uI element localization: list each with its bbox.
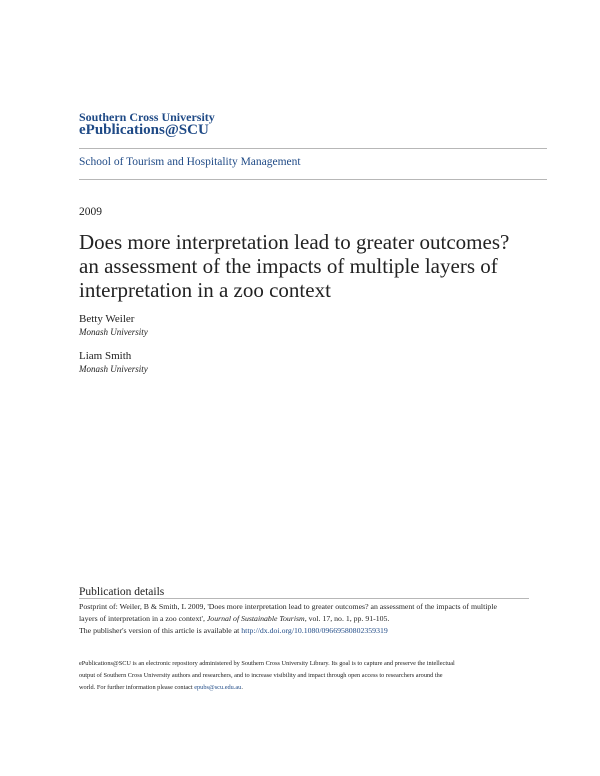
citation-line-2-suffix: , vol. 17, no. 1, pp. 91-105. xyxy=(304,614,390,623)
author-name-1[interactable]: Betty Weiler xyxy=(79,313,135,325)
university-name: Southern Cross University xyxy=(79,110,215,124)
school-link[interactable]: School of Tourism and Hospitality Management xyxy=(79,156,301,168)
citation-line-2 xyxy=(79,614,389,623)
footer-line-2: output of Southern Cross University authors and researchers, and to increase visibility and impact through open access to researchers around the xyxy=(79,672,443,679)
citation-line-1: Postprint of: Weiler, B & Smith, L 2009, 'Does more interpretation lead to greater outcomes? an assessment of the impacts of multiple xyxy=(79,602,497,611)
repository-title[interactable]: ePublications@SCU xyxy=(79,122,209,138)
publisher-version-prefix: The publisher's version of this article is available at xyxy=(79,626,242,635)
contact-email-link[interactable]: epubs@scu.edu.au xyxy=(194,684,242,691)
article-title-line-3: interpretation in a zoo context xyxy=(79,278,331,302)
school-divider xyxy=(79,179,547,180)
publication-details-heading: Publication details xyxy=(79,586,165,598)
author-name-2[interactable]: Liam Smith xyxy=(79,350,132,362)
footer-line-3 xyxy=(79,684,243,691)
journal-name: Journal of Sustainable Tourism xyxy=(206,614,305,623)
author-affiliation-1: Monash University xyxy=(79,327,148,337)
doi-link[interactable]: http://dx.doi.org/10.1080/09669580802359319 xyxy=(241,626,388,635)
footer-line-1: ePublications@SCU is an electronic repository administered by Southern Cross University Library. Its goal is to capture and preserve the intellectual xyxy=(79,660,455,667)
publisher-version-line xyxy=(79,626,388,635)
header-divider xyxy=(79,148,547,149)
footer-line-3-suffix: . xyxy=(241,684,243,691)
article-title-line-2: an assessment of the impacts of multiple layers of xyxy=(79,254,498,278)
publication-year: 2009 xyxy=(79,206,102,218)
author-affiliation-2: Monash University xyxy=(79,364,148,374)
footer-line-3-prefix: world. For further information please contact xyxy=(79,684,195,691)
article-title-line-1: Does more interpretation lead to greater outcomes? xyxy=(79,230,510,254)
publication-details-divider xyxy=(79,598,529,599)
citation-line-2-prefix: layers of interpretation in a zoo context', xyxy=(79,614,207,623)
